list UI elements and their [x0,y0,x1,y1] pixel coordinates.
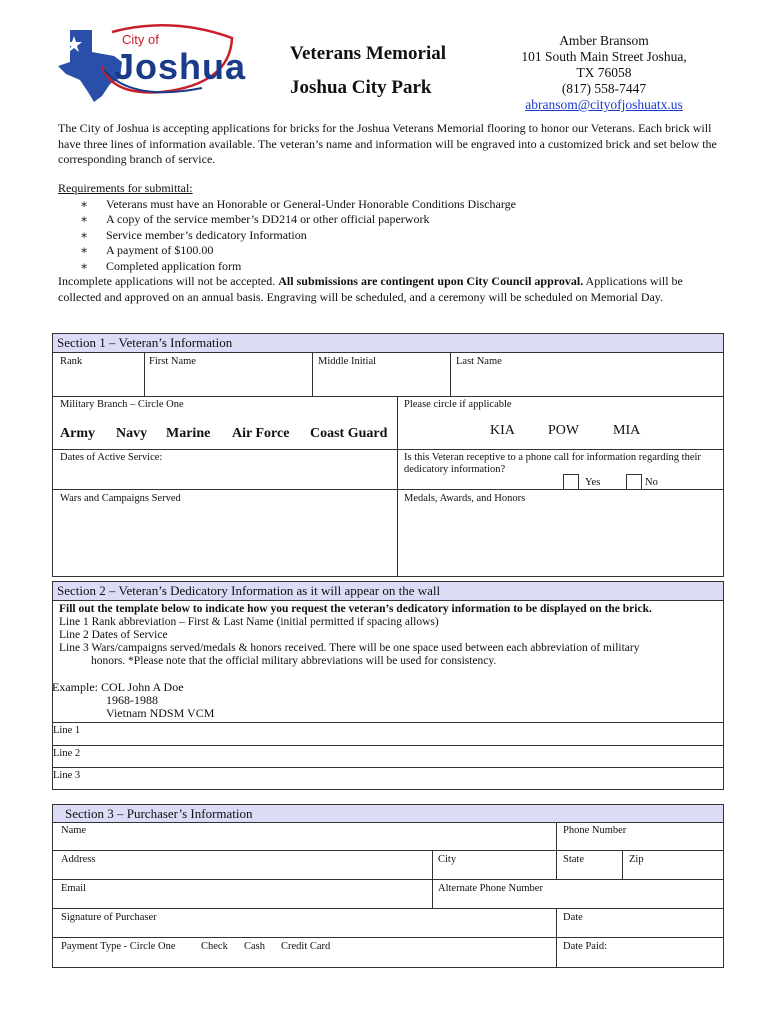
branch-label: Military Branch – Circle One [60,399,184,410]
intro-paragraph: The City of Joshua is accepting applications for bricks for the Joshua Veterans Memorial flooring to honor our Veterans. Each brick will have three lines of information available. The veteran’s name and information will be engraved into a customized brick and set below the corresponding branch of service. [58,121,717,166]
page-title-line2: Joshua City Park [290,77,432,98]
list-item: ∗ A payment of $100.00 [58,243,718,259]
line2-field[interactable]: Line 2 [53,748,81,759]
contact-address1: 101 South Main Street Joshua, [521,49,687,64]
contact-email-link[interactable]: abransom@cityofjoshuatx.us [525,97,683,112]
requirements-list [58,197,718,275]
line2-desc: Line 2 Dates of Service [59,629,168,641]
note-start: Incomplete applications will not be accepted. [58,274,279,288]
line3-desc-cont: honors. *Please note that the official military abbreviations will be used for consistency. [91,655,497,667]
wars-field[interactable]: Wars and Campaigns Served [60,493,181,504]
list-item: ∗ Service member’s dedicatory Information [58,228,718,244]
status-pow[interactable]: POW [548,423,580,438]
section2-instructions [59,603,719,668]
purchaser-name-field[interactable]: Name [61,825,87,836]
status-label: Please circle if applicable [404,399,512,410]
yes-label: Yes [585,477,601,488]
note-bold: All submissions are contingent upon City Council approval. [278,274,584,288]
contact-name: Amber Bransom [559,33,649,48]
yes-checkbox[interactable] [563,474,579,490]
city-field[interactable]: City [438,854,457,865]
line3-desc: Line 3 Wars/campaigns served/medals & honors received. There will be one space used between each abbreviation of military [59,642,640,654]
logo-name: Joshua [114,46,247,87]
requirements-block [58,181,718,305]
branch-army[interactable]: Army [60,426,95,441]
active-service-field[interactable]: Dates of Active Service: [60,452,163,463]
branch-navy[interactable]: Navy [116,426,148,441]
phone-number-field[interactable]: Phone Number [563,825,627,836]
date-paid-field[interactable]: Date Paid: [563,941,608,952]
payment-credit-card[interactable]: Credit Card [281,941,331,952]
example-label: Example: COL John A Doe [52,680,184,694]
example-line3: Vietnam NDSM VCM [106,706,215,720]
payment-check[interactable]: Check [201,941,228,952]
contact-phone: (817) 558-7447 [561,81,647,96]
no-label: No [645,477,658,488]
branch-coast-guard[interactable]: Coast Guard [310,426,388,441]
requirements-heading: Requirements for submittal: [58,181,193,195]
signature-field[interactable]: Signature of Purchaser [61,912,157,923]
section2-header: Section 2 – Veteran’s Dedicatory Information as it will appear on the wall [52,581,724,601]
logo-city-of: City of [122,32,159,47]
rank-field[interactable]: Rank [60,356,83,367]
branch-air-force[interactable]: Air Force [232,426,290,441]
section1-header: Section 1 – Veteran’s Information [52,333,724,353]
line1-field[interactable]: Line 1 [53,725,81,736]
line1-desc: Line 1 Rank abbreviation – First & Last Name (initial permitted if spacing allows) [59,616,439,628]
alt-phone-field[interactable]: Alternate Phone Number [438,883,543,894]
no-checkbox[interactable] [626,474,642,490]
date-field[interactable]: Date [563,912,583,923]
payment-type-label: Payment Type - Circle One [61,941,176,952]
list-item: ∗ A copy of the service member’s DD214 or other official paperwork [58,212,718,228]
instruction-bold: Fill out the template below to indicate how you request the veteran’s dedicatory information to be displayed on the brick. [59,603,652,615]
line3-field[interactable]: Line 3 [53,770,81,781]
address-field[interactable]: Address [61,854,96,865]
status-mia[interactable]: MIA [613,423,641,438]
branch-marine[interactable]: Marine [166,426,211,441]
medals-field[interactable]: Medals, Awards, and Honors [404,493,526,504]
section3-header: Section 3 – Purchaser’s Information [52,804,724,823]
contact-block [500,33,708,113]
last-name-field[interactable]: Last Name [456,356,502,367]
note-end: Applications will be collected and approved on an annual basis. Engraving will be scheduled, and a ceremony will be scheduled on Memorial Day. [58,274,683,304]
list-item: ∗ Veterans must have an Honorable or General-Under Honorable Conditions Discharge [58,197,718,213]
page-title-line1: Veterans Memorial [290,43,446,64]
example-line2: 1968-1988 [106,693,158,707]
first-name-field[interactable]: First Name [149,356,196,367]
zip-field[interactable]: Zip [629,854,644,865]
status-kia[interactable]: KIA [490,423,515,438]
contact-address2: TX 76058 [576,65,632,80]
state-field[interactable]: State [563,854,584,865]
email-field[interactable]: Email [61,883,87,894]
payment-cash[interactable]: Cash [244,941,265,952]
example-block [52,681,214,720]
requirements-note [58,274,718,305]
city-logo [52,22,247,106]
phone-question: Is this Veteran receptive to a phone call for information regarding their dedicatory information? [404,452,701,475]
middle-initial-field[interactable]: Middle Initial [318,356,377,367]
list-item: ∗ Completed application form [58,259,718,275]
